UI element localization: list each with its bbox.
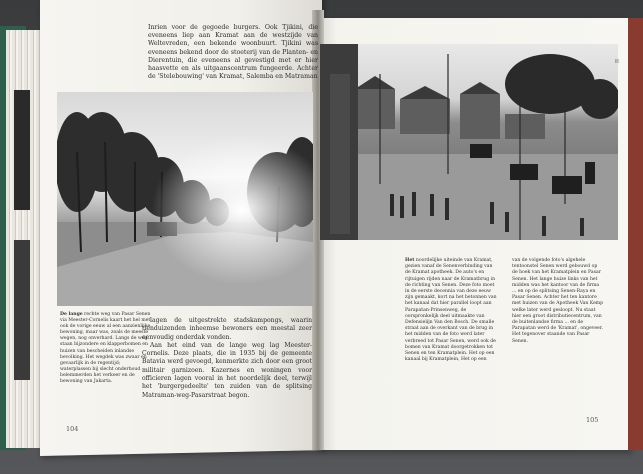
left-photo-caption (60, 312, 152, 385)
street-photo-illustration (320, 44, 618, 240)
right-photo-caption (405, 258, 497, 363)
left-caption-lead: De lange (60, 312, 83, 317)
left-top-paragraph: Inrien voor de gegoede burgers. Ook Tjikini, die eveneens liep aan Kramat aan de westzijde van Weltevreden, een bekende woonbuurt. Tjikini was eveneens bekend door de stoeterij van de Planten- en Dierentuin, die eveneens al gevestigd met er hier haasvette en als uitgaanscentrum fungeerde. Achter de 'Stelebouwing' van Kramat, Salemba en Matraman (148, 24, 318, 81)
left-photo-road (57, 92, 313, 306)
right-caption-lead: Het (405, 258, 415, 263)
book-cover-back (628, 18, 643, 450)
right-side-mark: II (612, 59, 619, 63)
right-body-column: van de volgende foto's algehele tentoonstel Senen werd gebouwd op de hoek van het Kramatplein en Pasar Senen. Het lange huize links van het midden was het kantoor van de firma ... en op de splitsing Senen-Raya en Pasar Senen. Achter het ten kantore met huizen van de Apotheek Van Kemp welke later werd gesloopt. Nu staat hier een groot distributiecentrum, van de buitenlandse firma ... en de Parapatan werd de 'Kramat', ongeveer. Het tegenover staande van Pasar Senen. (512, 258, 604, 344)
left-body-paragraph-2: Aan het eind van de lange weg lag Meester-Cornelis. Deze plaats, die in 1935 bij de gemeente Batavia werd gevoegd, kenmerkte zich door een groot militair garnizoen. Kazernes en woningen voor officieren lagen vooral in het noordelijk deel, terwijl het 'burgergedeelte' ten zuiden van de splitsing Matraman-weg-Pasarstraat begon. (142, 341, 312, 399)
left-caption-text: rechte weg van Pasar Senen via Meester-Cornelis kaart het hel met ook de vorige eeuw al een aanzienlijke bewoning, maar was, zoals de meeste wegen, nog onverhard. Langs de weg staan bijzondere en klapperbomen en huizen van bescheiden inlandse bevolking. Het wegdek was zwaar en gevaarlijk in de regentijd; waterplassen bij slecht onderhoud belemmerden het verkeer en de bewoning van Jakarta. (60, 312, 151, 385)
right-page-number: 105 (586, 416, 599, 424)
road-photo-illustration (57, 92, 313, 306)
page-stack-photo-edge (14, 240, 30, 380)
left-body-paragraph-1: lagen de uitgestrekte stadskampongs, waarin tienduizenden inheemse bewoners een meestal zeer eenvoudig onderdak vonden. (142, 317, 312, 341)
left-page-number: 104 (66, 425, 79, 433)
left-body-column (142, 317, 312, 400)
right-photo-street (320, 44, 618, 240)
page-stack-photo-edge (14, 90, 30, 210)
right-caption-text: noordelijke uiteinde van Kramat, gezien vanaf de Senenverbinding van de Kramat apotheek. De auto's en rijtuigen rijden naar de Kramatbrug in de richting van Senen. Deze foto moet in de eerste decennia van deze eeuw zijn gemaakt, kort na het betonnen van het kanaal dat hier parallel loopt aan Parapatan-Prinsenweg, de oorspronkelijk deel uitmaakte van Defensielijn Van den Bosch. De smalle straat aan de overkant van de brug in het midden van de foto werd later verbreed tot Pasar Senen, werd ook de bomen van Kramat doorgetrokken tot Senen en ten Kramatplein. Het op een kanaal bij Kramatplein, Het op een (405, 258, 497, 363)
